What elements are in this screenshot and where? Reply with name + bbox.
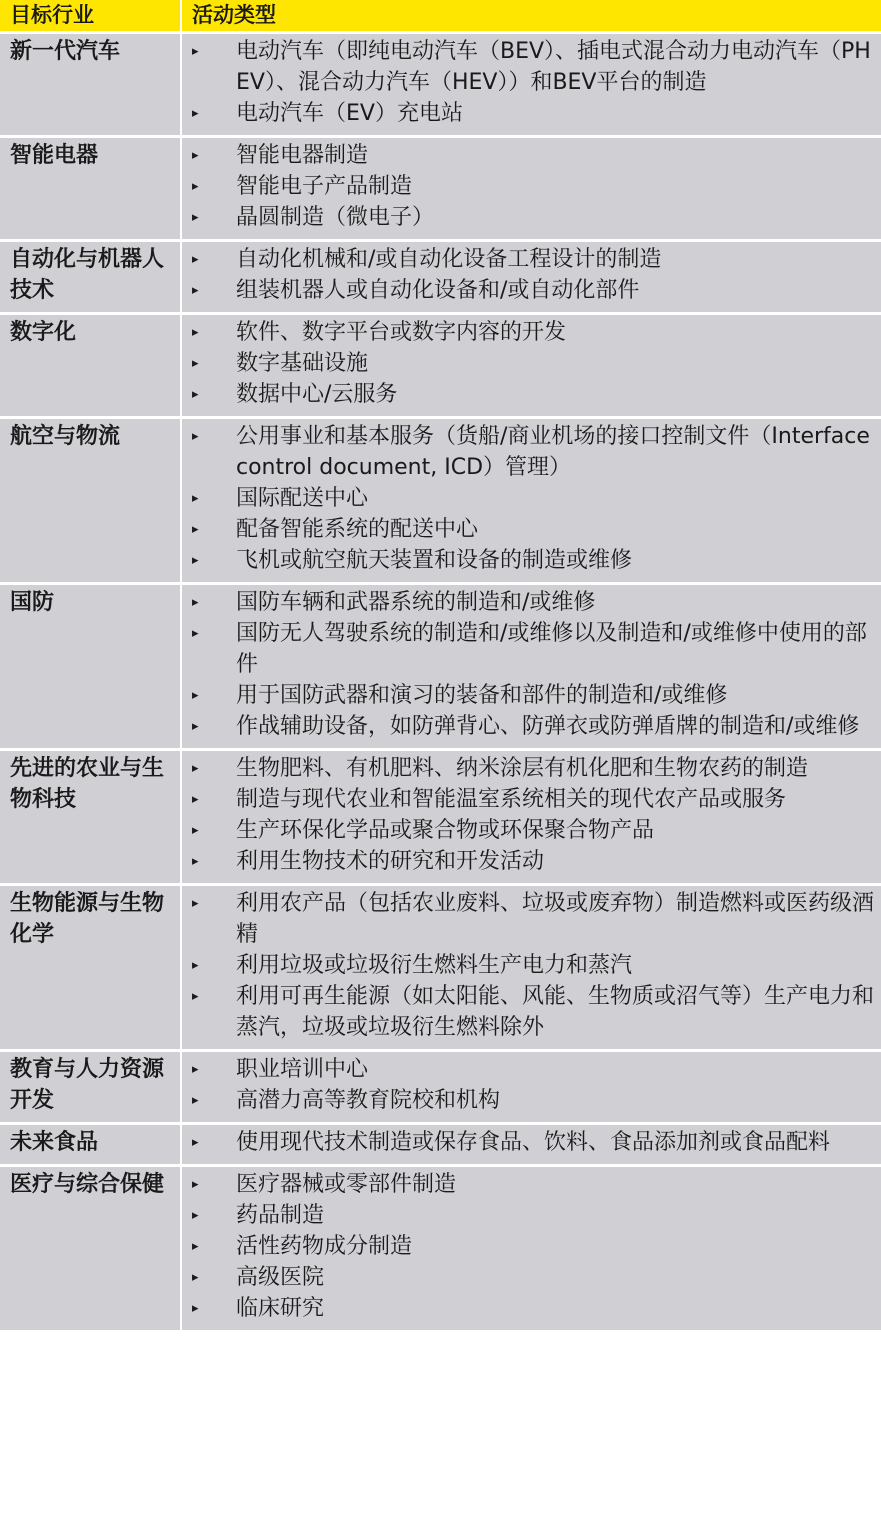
table-row	[0, 750, 881, 885]
industry-cell: 自动化与机器人技术	[0, 241, 181, 314]
industry-cell: 国防	[0, 584, 181, 750]
activity-text: 自动化机械和/或自动化设备工程设计的制造	[236, 247, 662, 272]
activity-item	[182, 784, 877, 815]
industry-cell: 医疗与综合保健	[0, 1166, 181, 1331]
activity-list	[182, 140, 877, 239]
activity-item	[182, 379, 877, 410]
activity-text: 配备智能系统的配送中心	[236, 517, 479, 542]
activity-item	[182, 1200, 877, 1231]
activity-item	[182, 317, 877, 348]
activity-text: 生产环保化学品或聚合物或环保聚合物产品	[236, 818, 655, 843]
bullet-triangle-icon: ▸	[192, 1270, 199, 1285]
bullet-triangle-icon: ▸	[192, 1208, 199, 1223]
activity-item	[182, 618, 877, 680]
bullet-triangle-icon: ▸	[192, 626, 199, 641]
activity-text: 数据中心/云服务	[236, 382, 398, 407]
bullet-triangle-icon: ▸	[192, 854, 199, 869]
industry-cell: 先进的农业与生物科技	[0, 750, 181, 885]
activity-item	[182, 888, 877, 950]
activities-cell	[181, 1166, 881, 1331]
activity-text: 用于国防武器和演习的装备和部件的制造和/或维修	[236, 683, 728, 708]
activities-cell	[181, 241, 881, 314]
table-row	[0, 885, 881, 1051]
activity-item	[182, 1231, 877, 1262]
bullet-triangle-icon: ▸	[192, 989, 199, 1004]
bullet-triangle-icon: ▸	[192, 210, 199, 225]
table-row	[0, 314, 881, 418]
industry-cell: 未来食品	[0, 1124, 181, 1166]
bullet-triangle-icon: ▸	[192, 761, 199, 776]
bullet-triangle-icon: ▸	[192, 148, 199, 163]
activity-text: 生物肥料、有机肥料、纳米涂层有机化肥和生物农药的制造	[236, 756, 809, 781]
activities-cell	[181, 1051, 881, 1124]
activity-text: 组装机器人或自动化设备和/或自动化部件	[236, 278, 640, 303]
activity-item	[182, 36, 877, 98]
activity-item	[182, 1054, 877, 1085]
bullet-triangle-icon: ▸	[192, 356, 199, 371]
activity-text: 智能电器制造	[236, 143, 369, 168]
table-row	[0, 584, 881, 750]
activity-item	[182, 348, 877, 379]
activity-item	[182, 275, 877, 306]
activity-text: 利用生物技术的研究和开发活动	[236, 849, 545, 874]
activities-cell	[181, 885, 881, 1051]
bullet-triangle-icon: ▸	[192, 553, 199, 568]
bullet-triangle-icon: ▸	[192, 44, 199, 59]
table-header-row	[0, 0, 881, 33]
table-row	[0, 241, 881, 314]
activity-item	[182, 545, 877, 576]
activity-list	[182, 1127, 877, 1164]
activity-item	[182, 753, 877, 784]
activity-item	[182, 1262, 877, 1293]
activity-text: 晶圆制造（微电子）	[236, 205, 435, 230]
activity-text: 药品制造	[236, 1203, 325, 1228]
activity-text: 高潜力高等教育院校和机构	[236, 1088, 501, 1113]
bullet-triangle-icon: ▸	[192, 688, 199, 703]
activity-text: 医疗器械或零部件制造	[236, 1172, 457, 1197]
bullet-triangle-icon: ▸	[192, 958, 199, 973]
industry-cell: 智能电器	[0, 137, 181, 241]
activity-item	[182, 846, 877, 877]
activity-item	[182, 1169, 877, 1200]
table-row	[0, 1051, 881, 1124]
activity-text: 电动汽车（EV）充电站	[236, 101, 463, 126]
industry-cell: 数字化	[0, 314, 181, 418]
activity-text: 作战辅助设备，如防弹背心、防弹衣或防弹盾牌的制造和/或维修	[236, 714, 860, 739]
activity-item	[182, 1293, 877, 1324]
activity-text: 利用可再生能源（如太阳能、风能、生物质或沼气等）生产电力和蒸汽，垃圾或垃圾衍生燃料除外	[236, 984, 875, 1040]
bullet-triangle-icon: ▸	[192, 179, 199, 194]
bullet-triangle-icon: ▸	[192, 1301, 199, 1316]
activity-text: 国防车辆和武器系统的制造和/或维修	[236, 590, 596, 615]
bullet-triangle-icon: ▸	[192, 792, 199, 807]
activities-cell	[181, 584, 881, 750]
bullet-triangle-icon: ▸	[192, 896, 199, 911]
activity-text: 电动汽车（即纯电动汽车（BEV）、插电式混合动力电动汽车（PHEV）、混合动力汽车（HEV））和BEV平台的制造	[236, 39, 871, 95]
activity-text: 临床研究	[236, 1296, 325, 1321]
industry-cell: 生物能源与生物化学	[0, 885, 181, 1051]
activity-item	[182, 140, 877, 171]
table-row	[0, 1166, 881, 1331]
bullet-triangle-icon: ▸	[192, 1093, 199, 1108]
activity-text: 软件、数字平台或数字内容的开发	[236, 320, 567, 345]
table-row	[0, 137, 881, 241]
bullet-triangle-icon: ▸	[192, 1135, 199, 1150]
activity-item	[182, 98, 877, 129]
activity-list	[182, 1054, 877, 1122]
table-row	[0, 1124, 881, 1166]
bullet-triangle-icon: ▸	[192, 1062, 199, 1077]
activity-text: 利用农产品（包括农业废料、垃圾或废弃物）制造燃料或医药级酒精	[236, 891, 875, 947]
activity-text: 公用事业和基本服务（货船/商业机场的接口控制文件（Interface control document, ICD）管理）	[236, 424, 870, 480]
activity-item	[182, 171, 877, 202]
activity-list	[182, 244, 877, 312]
industry-cell: 新一代汽车	[0, 33, 181, 137]
activities-cell	[181, 750, 881, 885]
activity-list	[182, 888, 877, 1049]
activity-list	[182, 317, 877, 416]
bullet-triangle-icon: ▸	[192, 325, 199, 340]
activity-item	[182, 711, 877, 742]
industry-cell: 教育与人力资源开发	[0, 1051, 181, 1124]
activity-text: 智能电子产品制造	[236, 174, 413, 199]
activity-list	[182, 421, 877, 582]
table-body	[0, 33, 881, 1331]
table-row	[0, 33, 881, 137]
activity-item	[182, 244, 877, 275]
activity-text: 国际配送中心	[236, 486, 369, 511]
table-row	[0, 418, 881, 584]
activities-cell	[181, 1124, 881, 1166]
activity-item	[182, 421, 877, 483]
bullet-triangle-icon: ▸	[192, 106, 199, 121]
activity-list	[182, 587, 877, 748]
activity-text: 飞机或航空航天装置和设备的制造或维修	[236, 548, 633, 573]
activities-cell	[181, 33, 881, 137]
activity-item	[182, 483, 877, 514]
activity-item	[182, 680, 877, 711]
activity-text: 数字基础设施	[236, 351, 369, 376]
bullet-triangle-icon: ▸	[192, 429, 199, 444]
activity-item	[182, 815, 877, 846]
bullet-triangle-icon: ▸	[192, 595, 199, 610]
activities-cell	[181, 314, 881, 418]
activity-text: 制造与现代农业和智能温室系统相关的现代农产品或服务	[236, 787, 787, 812]
activity-list	[182, 753, 877, 883]
activity-item	[182, 514, 877, 545]
industry-cell: 航空与物流	[0, 418, 181, 584]
bullet-triangle-icon: ▸	[192, 522, 199, 537]
activity-item	[182, 587, 877, 618]
bullet-triangle-icon: ▸	[192, 1177, 199, 1192]
activity-item	[182, 950, 877, 981]
activity-list	[182, 1169, 877, 1330]
bullet-triangle-icon: ▸	[192, 719, 199, 734]
bullet-triangle-icon: ▸	[192, 491, 199, 506]
activity-text: 职业培训中心	[236, 1057, 369, 1082]
activity-item	[182, 1085, 877, 1116]
bullet-triangle-icon: ▸	[192, 252, 199, 267]
activity-text: 活性药物成分制造	[236, 1234, 413, 1259]
bullet-triangle-icon: ▸	[192, 283, 199, 298]
activity-list	[182, 36, 877, 135]
activities-cell	[181, 137, 881, 241]
bullet-triangle-icon: ▸	[192, 387, 199, 402]
activities-cell	[181, 418, 881, 584]
bullet-triangle-icon: ▸	[192, 823, 199, 838]
activity-text: 国防无人驾驶系统的制造和/或维修以及制造和/或维修中使用的部件	[236, 621, 867, 677]
bullet-triangle-icon: ▸	[192, 1239, 199, 1254]
activity-item	[182, 1127, 877, 1158]
activity-item	[182, 202, 877, 233]
activity-text: 使用现代技术制造或保存食品、饮料、食品添加剂或食品配料	[236, 1130, 831, 1155]
activity-text: 高级医院	[236, 1265, 325, 1290]
header-target-industry: 目标行业	[0, 0, 181, 33]
activity-text: 利用垃圾或垃圾衍生燃料生产电力和蒸汽	[236, 953, 633, 978]
header-activity-type: 活动类型	[181, 0, 881, 33]
activity-item	[182, 981, 877, 1043]
